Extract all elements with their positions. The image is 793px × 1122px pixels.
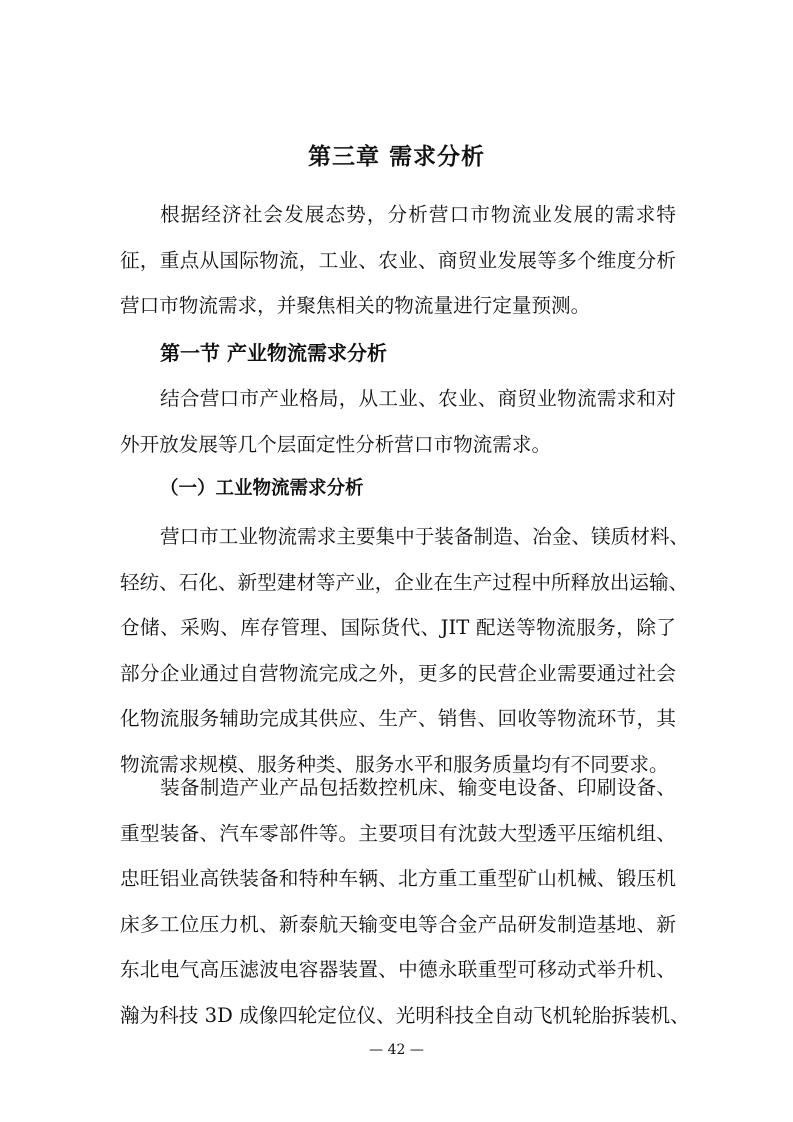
chapter-title: 第三章 需求分析 [307,144,485,170]
sub-title: （一）工业物流需求分析 [160,478,364,499]
para1-line-4: 部分企业通过自营物流完成之外，更多的民营企业需要通过社会 [120,661,676,685]
para1-line-6: 物流需求规模、服务种类、服务水平和服务质量均有不同要求。 [120,752,669,776]
intro-line-3: 营口市物流需求，并聚焦相关的物流量进行定量预测。 [120,294,591,317]
para2-line-3: 忠旺铝业高铁装备和特种车辆、北方重工重型矿山机械、锻压机 [120,867,676,890]
paragraph-equipment-manufacturing [120,765,690,1038]
section-intro-line-2: 外开放发展等几个层面定性分析营口市物流需求。 [120,432,552,456]
page-number: — 42 — [369,1042,424,1058]
para2-line-2: 重型装备、汽车零部件等。主要项目有沈鼓大型透平压缩机组、 [120,821,676,845]
para2-line-5: 东北电气高压滤波电容器装置、中德永联重型可移动式举升机、 [120,958,676,981]
para2-line-1: 装备制造产业产品包括数控机床、输变电设备、印刷设备、 [160,776,676,799]
section-intro-paragraph [120,376,676,467]
intro-paragraph [120,192,676,329]
section-intro-line-1: 结合营口市产业格局，从工业、农业、商贸业物流需求和对 [160,387,676,410]
paragraph-industrial-logistics [120,514,690,787]
intro-line-1: 根据经济社会发展态势，分析营口市物流业发展的需求特 [160,203,676,226]
para2-line-6: 瀚为科技 3D 成像四轮定位仪、光明科技全自动飞机轮胎拆装机、 [120,1003,690,1027]
section-title: 第一节 产业物流需求分析 [160,341,387,365]
para1-line-3: 仓储、采购、库存管理、国际货代、JIT 配送等物流服务，除了 [120,616,676,639]
intro-line-2: 征，重点从国际物流，工业、农业、商贸业发展等多个维度分析 [120,248,676,272]
para1-line-5: 化物流服务辅助完成其供应、生产、销售、回收等物流环节，其 [120,707,676,730]
para1-line-2: 轻纺、石化、新型建材等产业，企业在生产过程中所释放出运输、 [120,570,689,594]
para1-line-1: 营口市工业物流需求主要集中于装备制造、冶金、镁质材料、 [160,525,690,548]
para2-line-4: 床多工位压力机、新泰航天输变电等合金产品研发制造基地、新 [120,912,676,936]
